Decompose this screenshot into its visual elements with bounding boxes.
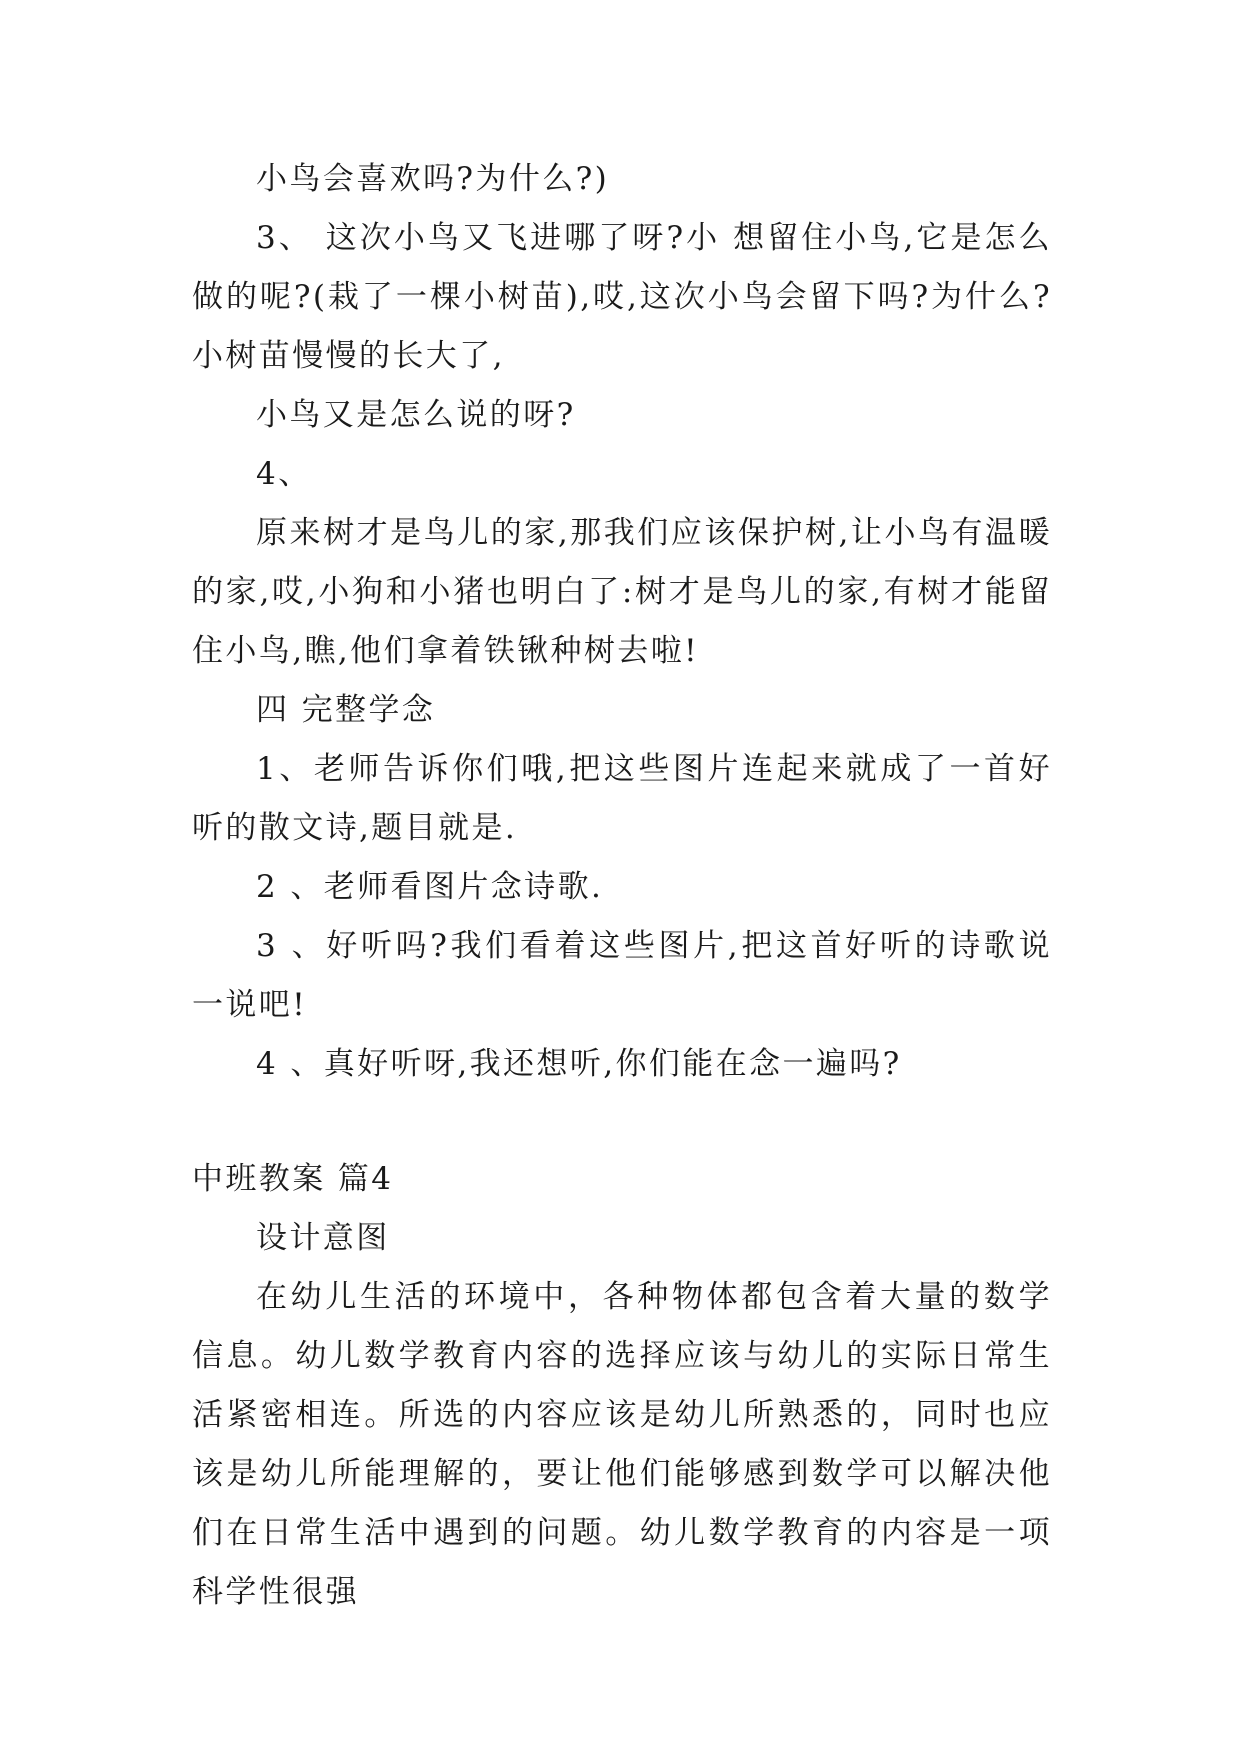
document-page — [192, 150, 1052, 1622]
paragraph: 3、 这次小鸟又飞进哪了呀?小 想留住小鸟,它是怎么做的呢?(栽了一棵小树苗),哎,这次小鸟会留下吗?为什么?小树苗慢慢的长大了, — [192, 220, 1052, 374]
paragraph: 原来树才是鸟儿的家,那我们应该保护树,让小鸟有温暖的家,哎,小狗和小猪也明白了:树才是鸟儿的家,有树才能留住小鸟,瞧,他们拿着铁锹种树去啦! — [192, 515, 1052, 669]
paragraph: 1、老师告诉你们哦,把这些图片连起来就成了一首好听的散文诗,题目就是. — [192, 751, 1052, 846]
paragraph: 小鸟会喜欢吗?为什么?) — [256, 161, 610, 197]
section-gap — [192, 1094, 1052, 1150]
paragraph: 小鸟又是怎么说的呀? — [256, 397, 576, 433]
paragraph: 3 、好听吗?我们看着这些图片,把这首好听的诗歌说一说吧! — [192, 928, 1052, 1023]
paragraph: 4、 — [256, 456, 312, 492]
paragraph: 四 完整学念 — [256, 692, 436, 728]
paragraph: 2 、老师看图片念诗歌. — [256, 869, 604, 905]
section-subtitle: 设计意图 — [256, 1220, 390, 1256]
section-body: 在幼儿生活的环境中，各种物体都包含着大量的数学信息。幼儿数学教育内容的选择应该与幼儿的实际日常生活紧密相连。所选的内容应该是幼儿所熟悉的，同时也应该是幼儿所能理解的，要让他们能够感到数学可以解决他们在日常生活中遇到的问题。幼儿数学教育的内容是一项科学性很强 — [192, 1279, 1052, 1610]
paragraph: 4 、真好听呀,我还想听,你们能在念一遍吗? — [256, 1046, 902, 1082]
section-title: 中班教案 篇4 — [192, 1161, 394, 1197]
